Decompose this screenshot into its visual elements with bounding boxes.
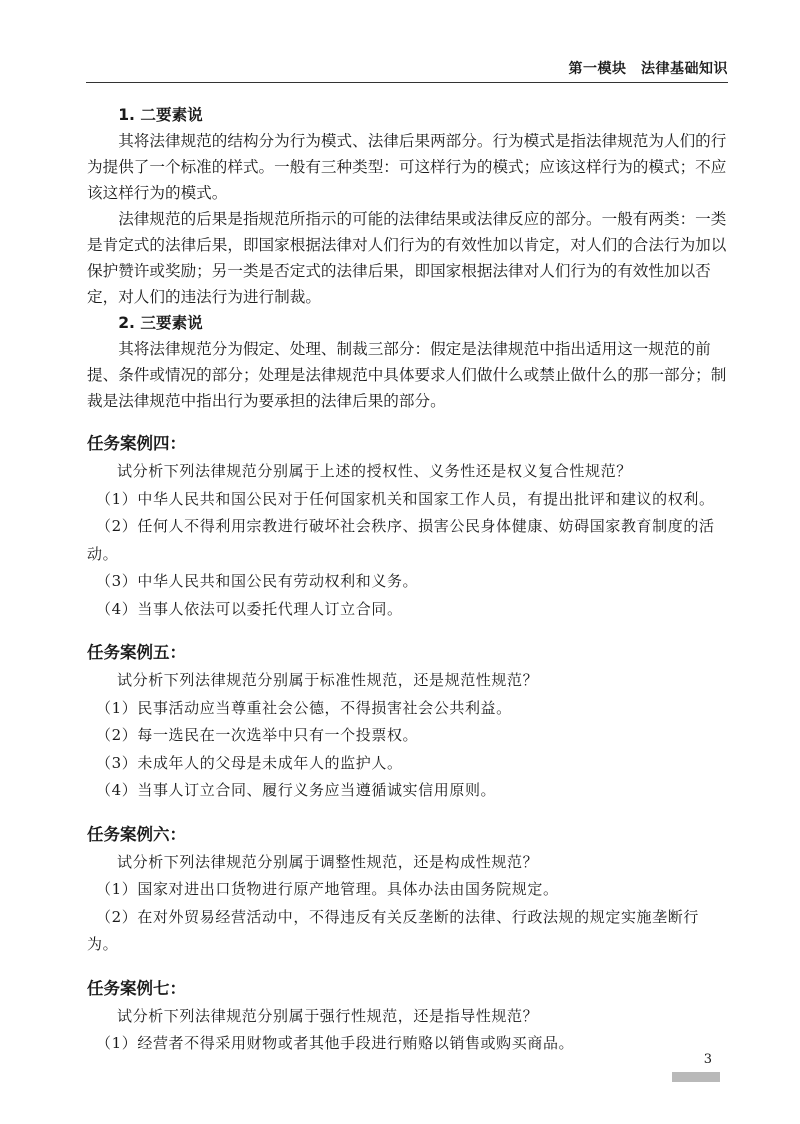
page-number: 3	[703, 1052, 712, 1067]
paragraph: 其将法律规范的结构分为行为模式、法律后果两部分。行为模式是指法律规范为人们的行为提供了一个标准的样式。一般有三种类型：可这样行为的模式；应该这样行为的模式；不应该这样行为的模式。	[87, 132, 727, 202]
case-item: （3）中华人民共和国公民有劳动权利和义务。	[96, 572, 419, 590]
case-item: （3）未成年人的父母是未成年人的监护人。	[96, 753, 403, 772]
case-item: （2）每一选民在一次选举中只有一个投票权。	[96, 726, 419, 744]
case-item: （1）民事活动应当尊重社会公德，不得损害社会公共利益。	[96, 698, 512, 717]
case-question: 试分析下列法律规范分别属于标准性规范，还是规范性规范？	[117, 671, 539, 689]
section-heading-two-elements: 1. 二要素说	[118, 106, 203, 124]
case-block-5	[87, 639, 727, 805]
paragraph: 其将法律规范分为假定、处理、制裁三部分：假定是法律规范中指出适用这一规范的前提、条件或情况的部分；处理是法律规范中具体要求人们做什么或禁止做什么的那一部分；制裁是法律规范中指出行为要承担的法律后果的部分。	[87, 340, 727, 410]
case-title: 任务案例七：	[87, 978, 186, 998]
section-heading-three-elements: 2. 三要素说	[118, 314, 203, 332]
paragraph: 法律规范的后果是指规范所指示的可能的法律结果或法律反应的部分。一般有两类：一类是肯定式的法律后果，即国家根据法律对人们行为的有效性加以肯定，对人们的合法行为加以保护赞许或奖励；另一类是否定式的法律后果，即国家根据法律对人们行为的有效性加以否定，对人们的违法行为进行制裁。	[87, 210, 727, 306]
case-question: 试分析下列法律规范分别属于上述的授权性、义务性还是权义复合性规范？	[117, 462, 632, 480]
page-number-bar	[672, 1072, 720, 1082]
case-item: （4）当事人订立合同、履行义务应当遵循诚实信用原则。	[96, 781, 497, 799]
case-question: 试分析下列法律规范分别属于调整性规范，还是构成性规范？	[117, 852, 539, 871]
case-item: （2）任何人不得利用宗教进行破坏社会秩序、损害公民身体健康、妨碍国家教育制度的活动。	[87, 517, 715, 563]
header-rule	[86, 82, 728, 83]
case-item: （1）国家对进出口货物进行原产地管理。具体办法由国务院规定。	[96, 880, 559, 898]
page-body	[87, 102, 727, 1058]
case-block-6	[87, 821, 727, 959]
case-block-7	[87, 975, 727, 1058]
case-title: 任务案例五：	[87, 643, 186, 662]
case-item: （2）在对外贸易经营活动中，不得违反有关反垄断的法律、行政法规的规定实施垄断行为。	[87, 907, 699, 953]
case-item: （1）中华人民共和国公民对于任何国家机关和国家工作人员，有提出批评和建议的权利。	[96, 489, 715, 508]
case-question: 试分析下列法律规范分别属于强行性规范，还是指导性规范？	[117, 1006, 539, 1025]
case-title: 任务案例四：	[87, 434, 186, 453]
case-item: （1）经营者不得采用财物或者其他手段进行贿赂以销售或购买商品。	[96, 1034, 575, 1052]
case-block-4	[87, 430, 727, 623]
running-header: 第一模块 法律基础知识	[568, 61, 728, 77]
case-title: 任务案例六：	[87, 824, 186, 844]
case-item: （4）当事人依法可以委托代理人订立合同。	[96, 599, 403, 618]
